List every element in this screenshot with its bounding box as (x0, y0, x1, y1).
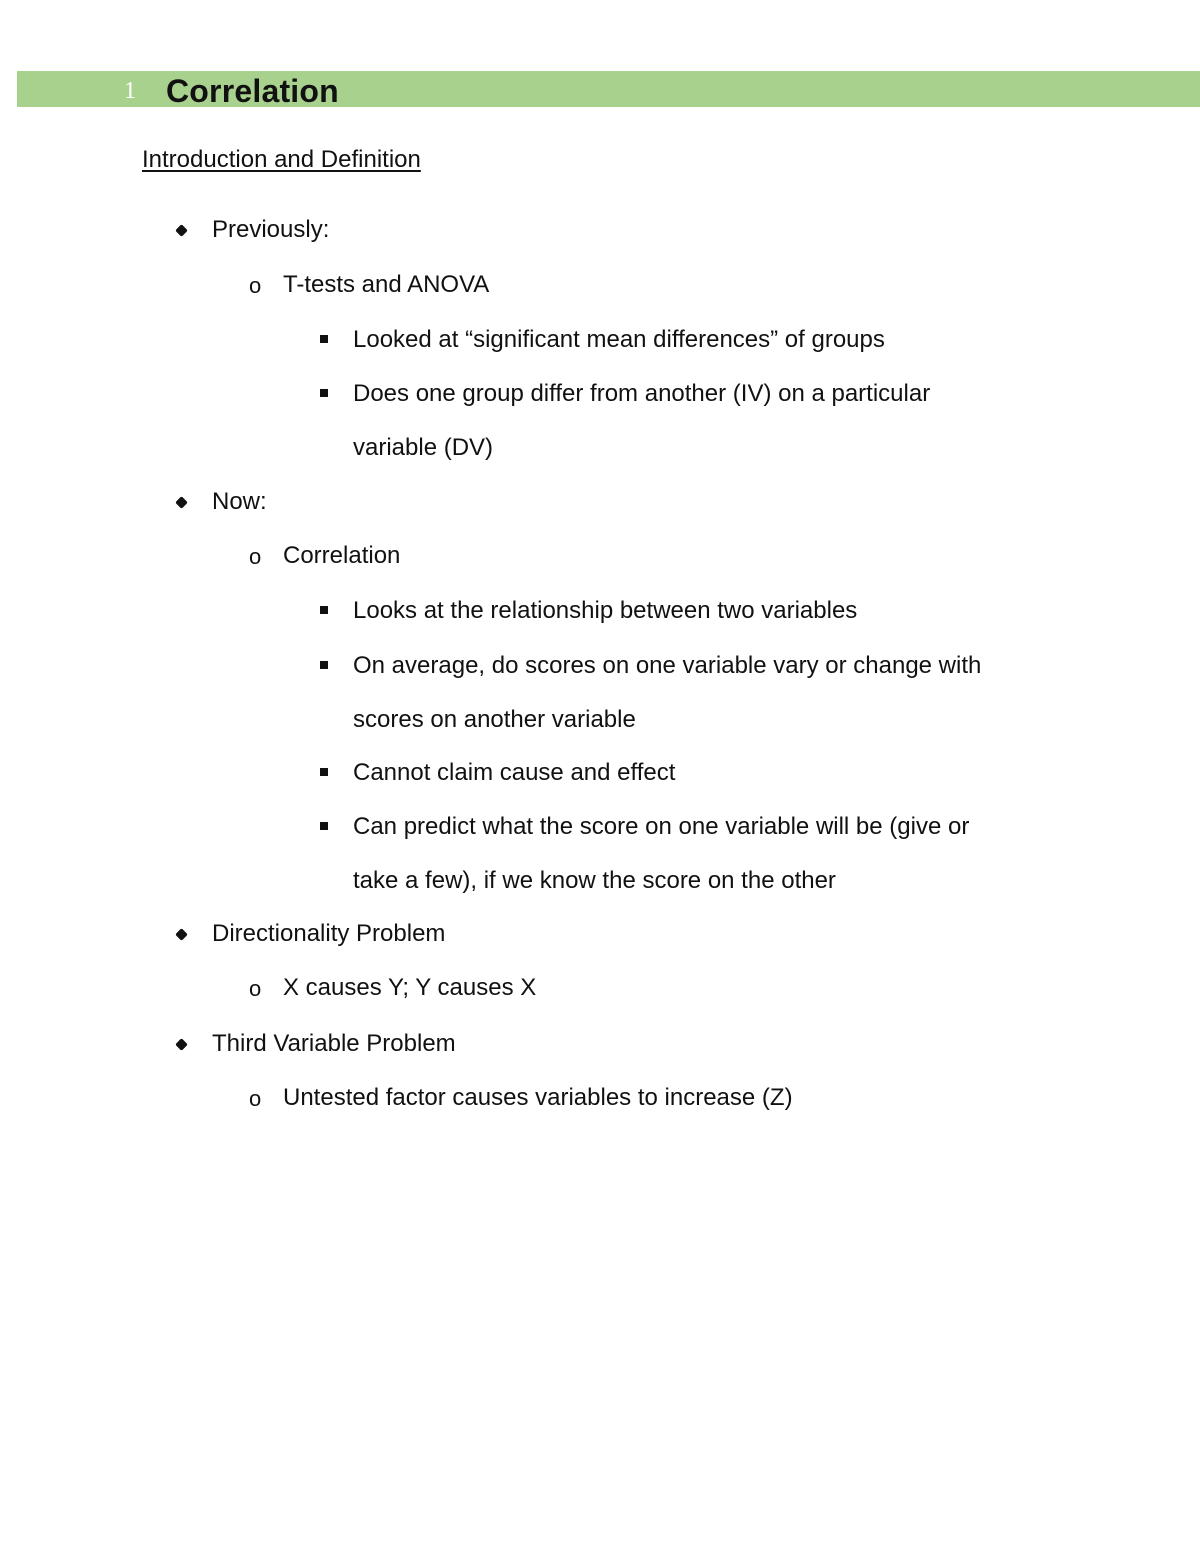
list-item-untested: Untested factor causes variables to increase (Z) (283, 1084, 793, 1111)
list-item-looks: Looks at the relationship between two variables (353, 597, 858, 624)
bullet-square (320, 661, 328, 669)
bullet-circle: o (249, 544, 262, 569)
bullet-dot (175, 928, 188, 941)
list-item-cannot: Cannot claim cause and effect (353, 759, 676, 786)
bullet-circle: o (249, 976, 262, 1001)
list-item-now: Now: (212, 488, 267, 515)
list-item-third: Third Variable Problem (212, 1030, 456, 1057)
heading-title: Correlation (166, 73, 339, 109)
bullet-square (320, 335, 328, 343)
list-item-does-line1: Does one group differ from another (IV) on a particular (353, 380, 931, 407)
list-item-average-line1: On average, do scores on one variable vary or change with (353, 652, 982, 679)
list-item-looked: Looked at “significant mean differences” of groups (353, 326, 885, 353)
bullet-square (320, 606, 328, 614)
bullet-dot (175, 496, 188, 509)
bullet-square (320, 768, 328, 776)
bullet-circle: o (249, 1086, 262, 1111)
list-item-average-line2: scores on another variable (353, 706, 636, 733)
list-item-previously: Previously: (212, 216, 330, 243)
list-item-does-line2: variable (DV) (353, 434, 494, 461)
bullet-circle: o (249, 273, 262, 298)
list-item-predict-line2: take a few), if we know the score on the other (353, 867, 836, 894)
heading-number: 1 (124, 78, 136, 104)
list-item-xy: X causes Y; Y causes X (283, 974, 537, 1001)
list-item-directionality: Directionality Problem (212, 920, 446, 947)
bullet-square (320, 822, 328, 830)
list-item-ttests: T-tests and ANOVA (283, 271, 490, 298)
section-title: Introduction and Definition (142, 146, 421, 173)
list-item-predict-line1: Can predict what the score on one variable will be (give or (353, 813, 970, 840)
list-item-correlation: Correlation (283, 542, 401, 569)
bullet-dot (175, 224, 188, 237)
bullet-dot (175, 1038, 188, 1051)
bullet-square (320, 389, 328, 397)
